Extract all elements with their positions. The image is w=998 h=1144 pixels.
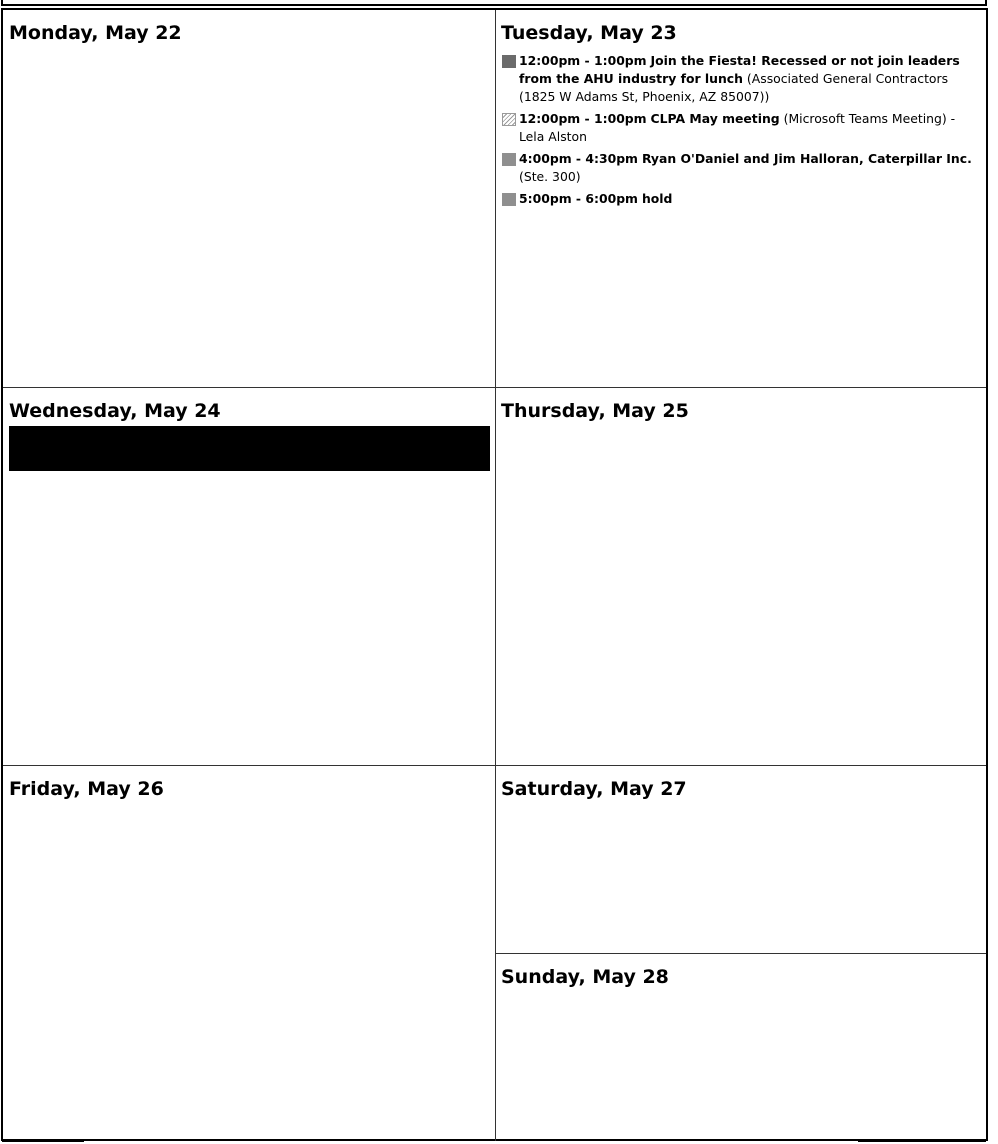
- event-details: (Associated General Contractors (1825 W Adams St, Phoenix, AZ 85007)): [519, 71, 949, 104]
- category-color-icon: [502, 153, 516, 166]
- event-time: 5:00pm - 6:00pm: [519, 191, 638, 206]
- day-title: Thursday, May 25: [501, 400, 689, 422]
- day-cell-thursday[interactable]: [495, 388, 986, 765]
- day-cell-friday[interactable]: [3, 766, 495, 1141]
- event-subject: Join the Fiesta! Recessed or not join leaders from the AHU industry for lunch: [519, 53, 960, 86]
- event-details: (Microsoft Teams Meeting) - Lela Alston: [519, 111, 956, 144]
- category-color-icon: [502, 193, 516, 206]
- event-details: (Ste. 300): [519, 169, 581, 184]
- day-cell-monday[interactable]: [3, 10, 495, 387]
- calendar-event[interactable]: [502, 150, 978, 186]
- event-time: 4:00pm - 4:30pm: [519, 151, 638, 166]
- calendar-event[interactable]: [502, 52, 978, 106]
- day-cell-saturday[interactable]: [495, 766, 986, 953]
- day-title: Tuesday, May 23: [501, 22, 677, 44]
- event-subject: Ryan O'Daniel and Jim Halloran, Caterpillar Inc.: [641, 151, 972, 166]
- day-title: Monday, May 22: [9, 22, 182, 44]
- redacted-block: [9, 426, 490, 471]
- day-cell-tuesday[interactable]: [495, 10, 986, 387]
- category-color-icon: [502, 55, 516, 68]
- event-time: 12:00pm - 1:00pm: [519, 111, 647, 126]
- tentative-status-icon: [502, 113, 516, 126]
- previous-page-border: [1, 0, 987, 6]
- day-cell-sunday[interactable]: [495, 954, 986, 1141]
- day-title: Friday, May 26: [9, 778, 164, 800]
- day-title: Saturday, May 27: [501, 778, 687, 800]
- day-title: Sunday, May 28: [501, 966, 669, 988]
- week-calendar-grid: [1, 8, 988, 1141]
- footer-rule: [2, 1139, 84, 1142]
- event-time: 12:00pm - 1:00pm: [519, 53, 647, 68]
- calendar-event[interactable]: [502, 110, 978, 146]
- event-subject: CLPA May meeting: [650, 111, 780, 126]
- event-list: [502, 52, 978, 212]
- calendar-event[interactable]: [502, 190, 978, 208]
- event-subject: hold: [641, 191, 673, 206]
- day-cell-wednesday[interactable]: [3, 388, 495, 765]
- day-title: Wednesday, May 24: [9, 400, 221, 422]
- footer-rule: [858, 1139, 986, 1142]
